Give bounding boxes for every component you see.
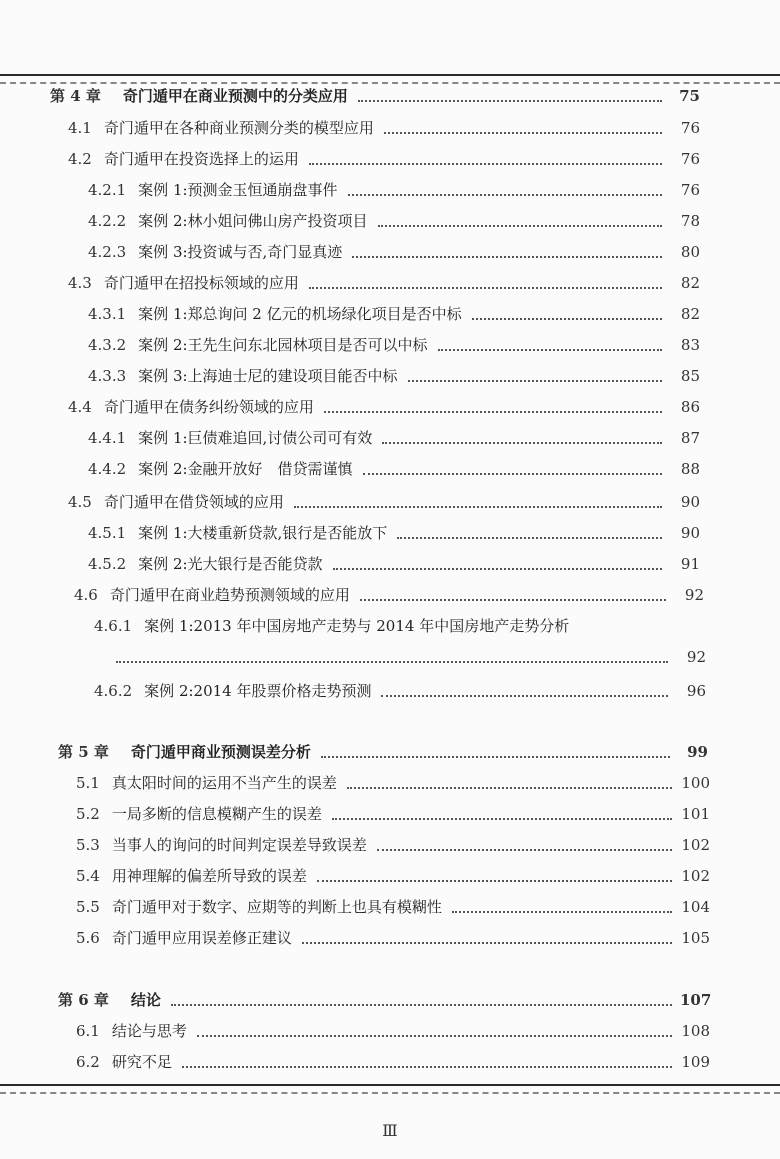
toc-title: 当事人的询问的时间判定误差导致误差 <box>111 836 367 854</box>
toc-page: 78 <box>680 212 700 230</box>
toc-page: 107 <box>680 991 712 1009</box>
toc-chapter-6[interactable] <box>58 986 710 1010</box>
toc-leader <box>452 911 672 913</box>
toc-title: 奇门遁甲应用误差修正建议 <box>111 929 292 947</box>
toc-page: 92 <box>686 648 706 666</box>
toc-leader <box>333 568 662 570</box>
bottom-rule <box>0 1084 780 1086</box>
toc-title: 奇门遁甲商业预测误差分析 <box>130 743 311 761</box>
toc-page: 102 <box>681 867 710 885</box>
toc-number: 4.3.2 <box>88 336 127 354</box>
toc-entry-4-4[interactable] <box>68 393 700 417</box>
toc-leader <box>332 818 672 820</box>
toc-leader <box>317 880 672 882</box>
toc-page: 90 <box>680 524 700 542</box>
toc-title: 案例 1:大楼重新贷款,银行是否能放下 <box>138 524 388 542</box>
toc-number: 第 5 章 <box>58 743 109 761</box>
toc-leader <box>321 756 670 758</box>
toc-entry-6-1[interactable] <box>76 1017 710 1041</box>
toc-page: 104 <box>681 898 710 916</box>
toc-number: 5.5 <box>76 898 100 916</box>
toc-title: 案例 2:林小姐问佛山房产投资项目 <box>138 212 368 230</box>
toc-chapter-5[interactable] <box>58 738 708 762</box>
toc-title: 案例 2:王先生问东北园林项目是否可以中标 <box>138 336 428 354</box>
toc-entry-5-2[interactable] <box>76 800 710 824</box>
toc-number: 5.4 <box>76 867 100 885</box>
toc-entry-4-6[interactable] <box>74 581 704 605</box>
toc-leader <box>378 225 662 227</box>
toc-title: 案例 3:上海迪士尼的建设项目能否中标 <box>138 367 398 385</box>
toc-entry-4-2[interactable] <box>68 145 700 169</box>
toc-leader <box>309 287 662 289</box>
toc-page: 91 <box>680 555 700 573</box>
toc-entry-4-4-1[interactable] <box>88 424 700 448</box>
toc-number: 4.6.1 <box>94 617 133 635</box>
toc-entry-4-6-1[interactable] <box>94 612 704 636</box>
toc-leader <box>408 380 662 382</box>
toc-leader <box>309 163 662 165</box>
toc-number: 4.2 <box>68 150 92 168</box>
toc-number: 第 6 章 <box>58 991 109 1009</box>
toc-page: 85 <box>680 367 700 385</box>
toc-number: 4.4 <box>68 398 92 416</box>
toc-number: 4.3.3 <box>88 367 127 385</box>
toc-title: 奇门遁甲在商业预测中的分类应用 <box>122 87 348 105</box>
toc-page: 80 <box>680 243 700 261</box>
toc-number: 4.3 <box>68 274 92 292</box>
toc-title: 案例 1:郑总询问 2 亿元的机场绿化项目是否中标 <box>138 305 462 323</box>
toc-leader <box>358 100 662 102</box>
toc-leader <box>116 661 668 663</box>
toc-title: 结论 <box>130 991 161 1009</box>
toc-entry-5-6[interactable] <box>76 924 710 948</box>
toc-entry-5-5[interactable] <box>76 893 710 917</box>
toc-entry-4-3-1[interactable] <box>88 300 700 324</box>
toc-entry-4-2-3[interactable] <box>88 238 700 262</box>
toc-page: 101 <box>681 805 710 823</box>
toc-entry-4-6-2[interactable] <box>94 677 706 701</box>
toc-leader <box>360 599 666 601</box>
toc-number: 4.2.1 <box>88 181 127 199</box>
toc-entry-4-3-3[interactable] <box>88 362 700 386</box>
toc-number: 6.1 <box>76 1022 100 1040</box>
toc-leader <box>384 132 662 134</box>
toc-entry-4-3[interactable] <box>68 269 700 293</box>
toc-chapter-4[interactable] <box>50 82 700 106</box>
toc-title: 案例 2:2014 年股票价格走势预测 <box>144 682 372 700</box>
toc-number: 4.4.2 <box>88 460 127 478</box>
toc-page: 82 <box>680 274 700 292</box>
toc-number: 5.6 <box>76 929 100 947</box>
toc-page: 90 <box>680 493 700 511</box>
toc-title: 奇门遁甲在债务纠纷领域的应用 <box>103 398 314 416</box>
toc-title: 奇门遁甲在商业趋势预测领域的应用 <box>109 586 350 604</box>
toc-page: 105 <box>681 929 710 947</box>
toc-number: 4.4.1 <box>88 429 127 447</box>
toc-page: 99 <box>687 743 708 761</box>
toc-page: 76 <box>680 181 700 199</box>
toc-page: 100 <box>681 774 710 792</box>
toc-number: 第 4 章 <box>50 87 101 105</box>
toc-entry-4-5-1[interactable] <box>88 519 700 543</box>
toc-title: 奇门遁甲在招投标领域的应用 <box>103 274 299 292</box>
toc-leader <box>347 787 672 789</box>
toc-entry-4-6-1-continuation <box>116 643 706 667</box>
toc-number: 5.2 <box>76 805 100 823</box>
toc-number: 4.3.1 <box>88 305 127 323</box>
toc-title: 奇门遁甲在各种商业预测分类的模型应用 <box>103 119 374 137</box>
toc-number: 4.5 <box>68 493 92 511</box>
toc-leader <box>363 473 662 475</box>
toc-entry-5-3[interactable] <box>76 831 710 855</box>
toc-entry-6-2[interactable] <box>76 1048 710 1072</box>
toc-page: 86 <box>680 398 700 416</box>
toc-page: 82 <box>680 305 700 323</box>
toc-entry-4-5-2[interactable] <box>88 550 700 574</box>
toc-leader <box>302 942 672 944</box>
toc-leader <box>381 695 668 697</box>
toc-leader <box>397 537 662 539</box>
toc-number: 4.6.2 <box>94 682 133 700</box>
toc-title: 奇门遁甲在投资选择上的运用 <box>103 150 299 168</box>
toc-entry-4-1[interactable] <box>68 114 700 138</box>
toc-title: 案例 2:金融开放好 借贷需谨慎 <box>138 460 353 478</box>
toc-entry-4-3-2[interactable] <box>88 331 700 355</box>
toc-entry-4-2-2[interactable] <box>88 207 700 231</box>
toc-page: 109 <box>681 1053 710 1071</box>
toc-leader <box>171 1004 672 1006</box>
toc-page: 88 <box>680 460 700 478</box>
toc-page: 102 <box>681 836 710 854</box>
toc-title: 案例 1:巨债难追回,讨债公司可有效 <box>138 429 373 447</box>
toc-leader <box>382 442 662 444</box>
toc-page: 108 <box>681 1022 710 1040</box>
toc-leader <box>377 849 672 851</box>
toc-title: 案例 3:投资诚与否,奇门显真迹 <box>138 243 343 261</box>
toc-page: 96 <box>686 682 706 700</box>
toc-title: 奇门遁甲在借贷领域的应用 <box>103 493 284 511</box>
toc-entry-5-4[interactable] <box>76 862 710 886</box>
toc-number: 4.5.2 <box>88 555 127 573</box>
toc-leader <box>324 411 662 413</box>
toc-page: 76 <box>680 150 700 168</box>
toc-number: 4.1 <box>68 119 92 137</box>
toc-leader <box>294 506 662 508</box>
toc-title: 结论与思考 <box>111 1022 187 1040</box>
page-folio: Ⅲ <box>382 1121 398 1140</box>
toc-leader <box>352 256 662 258</box>
toc-number: 6.2 <box>76 1053 100 1071</box>
toc-number: 4.6 <box>74 586 98 604</box>
toc-number: 4.5.1 <box>88 524 127 542</box>
toc-title: 用神理解的偏差所导致的误差 <box>111 867 307 885</box>
toc-number: 4.2.3 <box>88 243 127 261</box>
toc-title: 真太阳时间的运用不当产生的误差 <box>111 774 337 792</box>
toc-page: 83 <box>680 336 700 354</box>
toc-title: 研究不足 <box>111 1053 172 1071</box>
toc-page: 92 <box>684 586 704 604</box>
toc-leader <box>348 194 662 196</box>
toc-entry-4-2-1[interactable] <box>88 176 700 200</box>
toc-leader <box>438 349 662 351</box>
toc-leader <box>472 318 662 320</box>
toc-title: 一局多断的信息模糊产生的误差 <box>111 805 322 823</box>
toc-entry-4-4-2[interactable] <box>88 455 700 479</box>
toc-number: 5.1 <box>76 774 100 792</box>
bottom-rule-shadow <box>0 1092 780 1094</box>
toc-title: 案例 2:光大银行是否能贷款 <box>138 555 323 573</box>
toc-page: 75 <box>679 87 700 105</box>
toc-number: 4.2.2 <box>88 212 127 230</box>
toc-entry-5-1[interactable] <box>76 769 710 793</box>
toc-number: 5.3 <box>76 836 100 854</box>
toc-title: 案例 1:预测金玉恒通崩盘事件 <box>138 181 338 199</box>
toc-title: 奇门遁甲对于数字、应期等的判断上也具有模糊性 <box>111 898 442 916</box>
toc-entry-4-5[interactable] <box>68 488 700 512</box>
toc-page: 76 <box>680 119 700 137</box>
toc-page: 87 <box>680 429 700 447</box>
toc-leader <box>197 1035 672 1037</box>
top-rule <box>0 74 780 76</box>
toc-leader <box>182 1066 672 1068</box>
toc-title: 案例 1:2013 年中国房地产走势与 2014 年中国房地产走势分析 <box>144 617 570 635</box>
